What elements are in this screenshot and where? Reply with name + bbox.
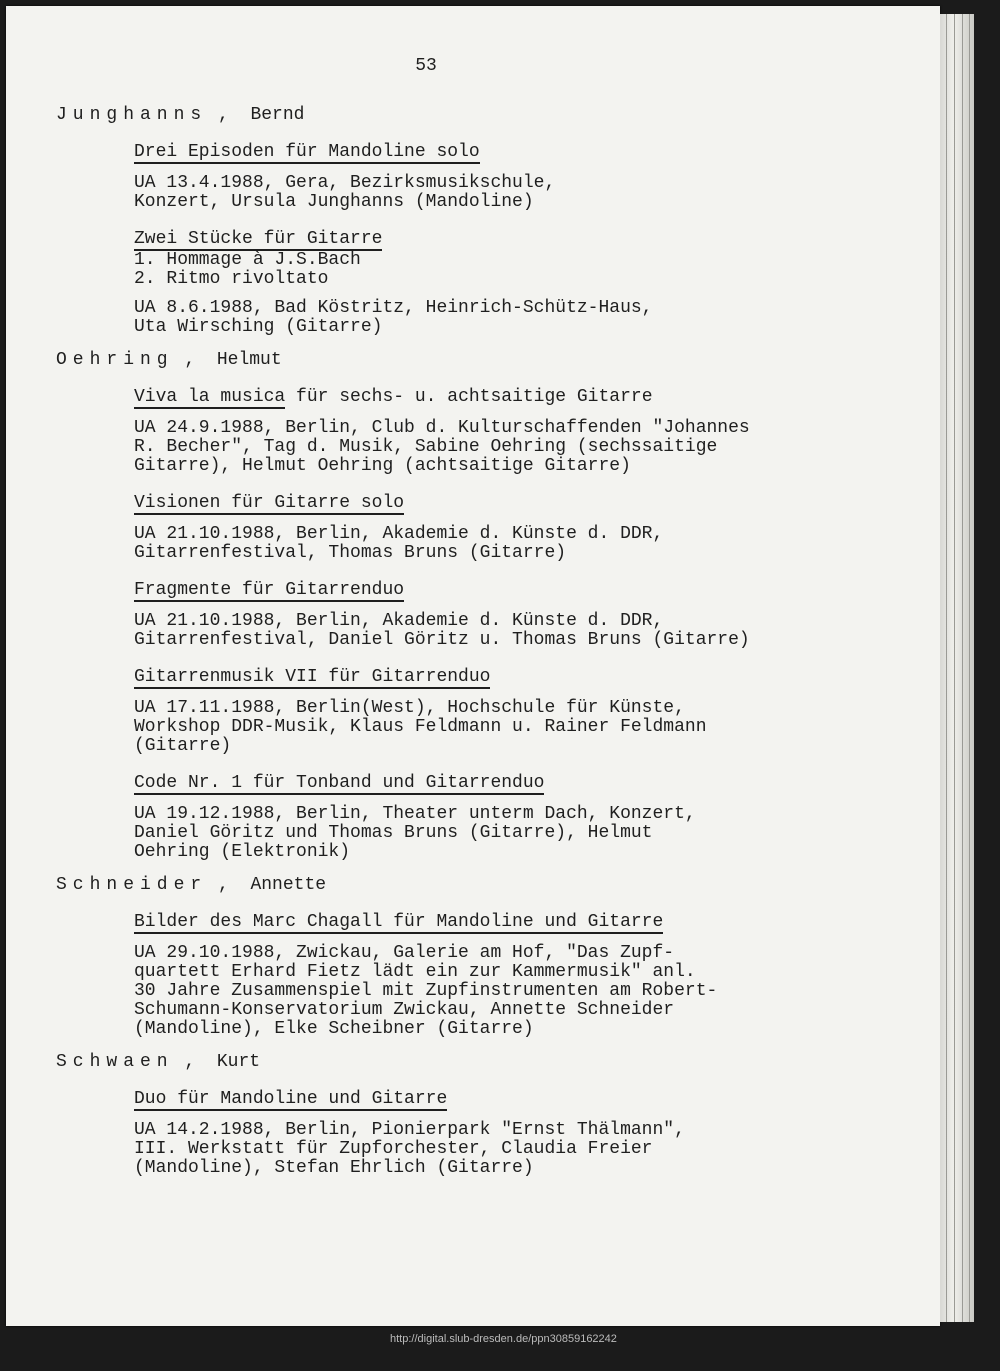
composer-name (56, 351, 846, 370)
work-title: Code Nr. 1 für Tonband und Gitarrenduo (134, 773, 545, 793)
work-entry (134, 1090, 846, 1178)
composer-entry (56, 1053, 846, 1178)
work-entry (134, 494, 846, 563)
work-title-line (134, 388, 846, 409)
work-title-line (134, 774, 846, 795)
premiere-line: UA 21.10.1988, Berlin, Akademie d. Künste d. DDR, (134, 524, 664, 544)
premiere-line: (Gitarre) (134, 736, 232, 756)
premiere-line: R. Becher", Tag d. Musik, Sabine Oehring (sechssaitige (134, 437, 718, 457)
work-title: Fragmente für Gitarrenduo (134, 580, 405, 600)
premiere-line: UA 19.12.1988, Berlin, Theater unterm Dach, Konzert, (134, 804, 696, 824)
work-title-line (134, 143, 846, 164)
name-separator: , (207, 105, 251, 125)
premiere-line: UA 14.2.1988, Berlin, Pionierpark "Ernst Thälmann", (134, 1120, 685, 1140)
premiere-details (134, 299, 846, 337)
premiere-line: UA 17.11.1988, Berlin(West), Hochschule für Künste, (134, 698, 685, 718)
composer-given-name: Kurt (216, 1052, 261, 1072)
composer-surname: Schwaen (56, 1052, 174, 1072)
premiere-details (134, 805, 846, 862)
premiere-details (134, 525, 846, 563)
composer-given-name: Helmut (216, 350, 282, 370)
premiere-details (134, 699, 846, 756)
premiere-line: quartett Erhard Fietz lädt ein zur Kammermusik" anl. (134, 962, 696, 982)
work-title-line (134, 494, 846, 515)
name-separator: , (207, 875, 251, 895)
premiere-line: Oehring (Elektronik) (134, 842, 351, 862)
premiere-line: UA 13.4.1988, Gera, Bezirksmusikschule, (134, 173, 556, 193)
movement-item: 2. Ritmo rivoltato (134, 269, 329, 289)
page-number: 53 (415, 56, 437, 76)
premiere-line: UA 29.10.1988, Zwickau, Galerie am Hof, "Das Zupf- (134, 943, 675, 963)
premiere-details (134, 174, 846, 212)
composer-name (56, 1053, 846, 1072)
premiere-line: 30 Jahre Zusammenspiel mit Zupfinstrumenten am Robert- (134, 981, 718, 1001)
work-entry (134, 388, 846, 476)
composer-list (56, 106, 846, 1178)
work-entry (134, 774, 846, 862)
work-title-line (134, 581, 846, 602)
work-title: Bilder des Marc Chagall für Mandoline und Gitarre (134, 912, 664, 932)
work-title: Gitarrenmusik VII für Gitarrenduo (134, 667, 491, 687)
document-page (6, 6, 940, 1326)
premiere-line: (Mandoline), Elke Scheibner (Gitarre) (134, 1019, 534, 1039)
book-spine-edge (940, 14, 974, 1322)
composer-given-name: Bernd (250, 105, 305, 125)
work-entry (134, 668, 846, 756)
work-entry (134, 581, 846, 650)
work-title: Zwei Stücke für Gitarre (134, 229, 383, 249)
premiere-line: (Mandoline), Stefan Ehrlich (Gitarre) (134, 1158, 534, 1178)
movement-list (134, 251, 846, 289)
composer-name (56, 106, 846, 125)
premiere-line: Gitarrenfestival, Daniel Göritz u. Thomas Bruns (Gitarre) (134, 630, 750, 650)
source-url: http://digital.slub-dresden.de/ppn30859162242 (390, 1333, 617, 1345)
composer-entry (56, 876, 846, 1039)
composer-given-name: Annette (250, 875, 327, 895)
premiere-details (134, 612, 846, 650)
work-entry (134, 913, 846, 1039)
premiere-details (134, 944, 846, 1039)
work-instrumentation: für sechs- u. achtsaitige Gitarre (285, 387, 653, 407)
work-title-line (134, 913, 846, 934)
work-title-line (134, 668, 846, 689)
work-title-line (134, 230, 846, 251)
work-entry (134, 143, 846, 212)
premiere-line: UA 24.9.1988, Berlin, Club d. Kulturschaffenden "Johannes (134, 418, 750, 438)
composer-surname: Oehring (56, 350, 174, 370)
work-title: Visionen für Gitarre solo (134, 493, 405, 513)
work-entry (134, 230, 846, 337)
composer-entry (56, 351, 846, 862)
premiere-line: Schumann-Konservatorium Zwickau, Annette Schneider (134, 1000, 675, 1020)
work-title: Viva la musica (134, 387, 286, 407)
work-title: Drei Episoden für Mandoline solo (134, 142, 480, 162)
premiere-line: Gitarre), Helmut Oehring (achtsaitige Gitarre) (134, 456, 631, 476)
name-separator: , (173, 1052, 217, 1072)
premiere-details (134, 419, 846, 476)
composer-surname: Junghanns (56, 105, 208, 125)
name-separator: , (173, 350, 217, 370)
composer-entry (56, 106, 846, 337)
work-title-line (134, 1090, 846, 1111)
premiere-line: Uta Wirsching (Gitarre) (134, 317, 383, 337)
work-title: Duo für Mandoline und Gitarre (134, 1089, 448, 1109)
movement-item: 1. Hommage à J.S.Bach (134, 250, 361, 270)
composer-name (56, 876, 846, 895)
premiere-line: Gitarrenfestival, Thomas Bruns (Gitarre) (134, 543, 567, 563)
composer-surname: Schneider (56, 875, 208, 895)
premiere-line: Konzert, Ursula Junghanns (Mandoline) (134, 192, 534, 212)
premiere-line: Workshop DDR-Musik, Klaus Feldmann u. Rainer Feldmann (134, 717, 707, 737)
premiere-line: UA 8.6.1988, Bad Köstritz, Heinrich-Schütz-Haus, (134, 298, 653, 318)
premiere-details (134, 1121, 846, 1178)
premiere-line: Daniel Göritz und Thomas Bruns (Gitarre), Helmut (134, 823, 653, 843)
premiere-line: UA 21.10.1988, Berlin, Akademie d. Künste d. DDR, (134, 611, 664, 631)
premiere-line: III. Werkstatt für Zupforchester, Claudia Freier (134, 1139, 653, 1159)
